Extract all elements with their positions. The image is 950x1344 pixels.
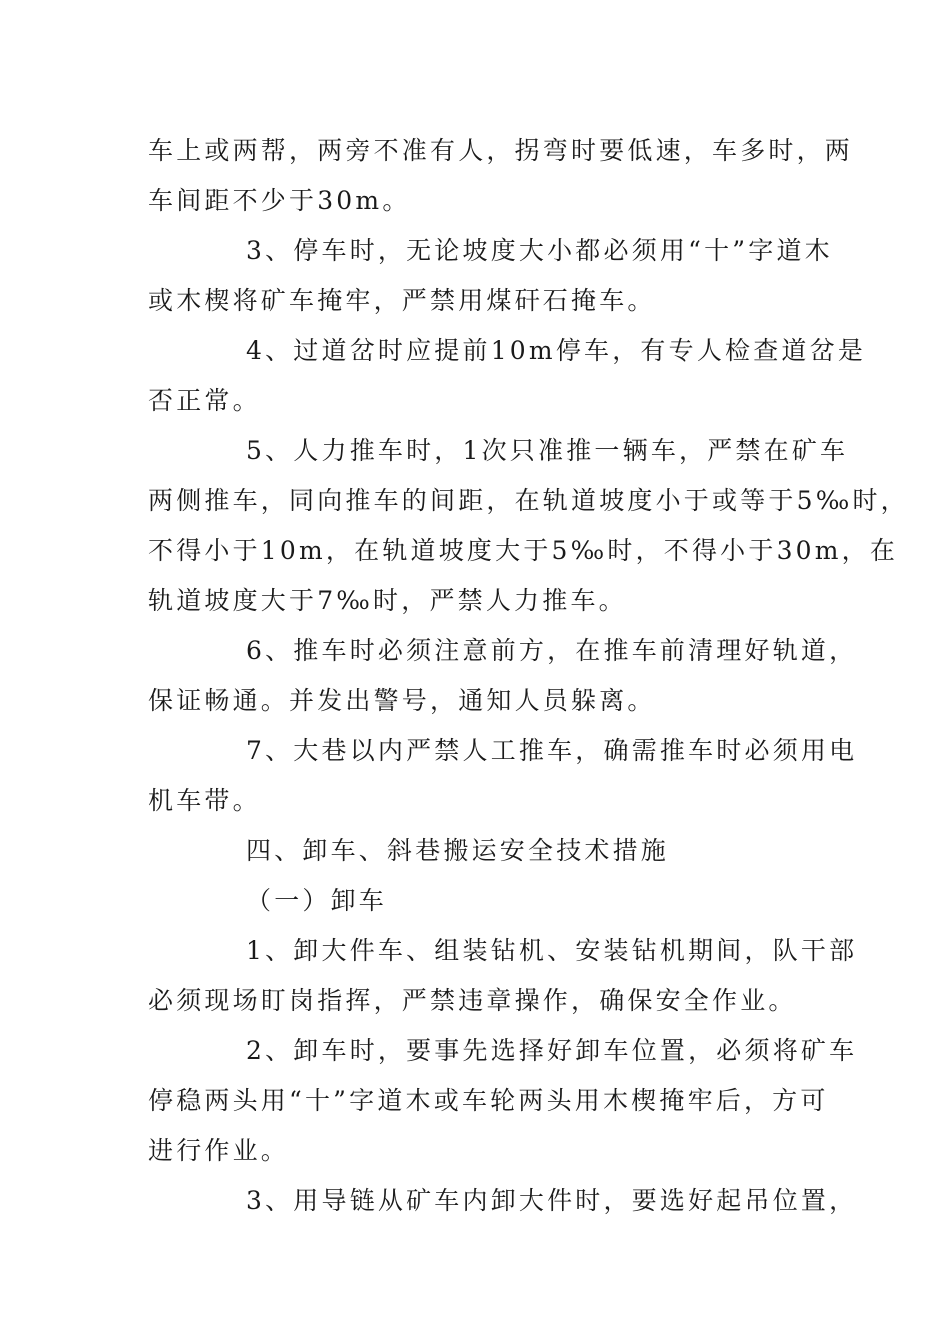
text-line: 进行作业。 xyxy=(148,1136,290,1165)
text-line: 4、过道岔时应提前10m停车，有专人检查道岔是 xyxy=(246,336,867,365)
text-line: 否正常。 xyxy=(148,386,261,415)
text-line: 3、停车时，无论坡度大小都必须用“十”字道木 xyxy=(246,236,833,265)
text-line: 1、卸大件车、组装钻机、安装钻机期间，队干部 xyxy=(246,936,858,965)
text-line: 7、大巷以内严禁人工推车，确需推车时必须用电 xyxy=(246,736,858,765)
text-line: 保证畅通。并发出警号，通知人员躲离。 xyxy=(148,686,656,715)
subsection-heading: （一）卸车 xyxy=(246,886,388,915)
text-line: 轨道坡度大于7‰时，严禁人力推车。 xyxy=(148,586,627,615)
text-line: 2、卸车时，要事先选择好卸车位置，必须将矿车 xyxy=(246,1036,858,1065)
text-line: 车间距不少于30m。 xyxy=(148,186,411,215)
text-line: 5、人力推车时，1次只准推一辆车，严禁在矿车 xyxy=(246,436,849,465)
text-line: 机车带。 xyxy=(148,786,261,815)
text-line: 必须现场盯岗指挥，严禁违章操作，确保安全作业。 xyxy=(148,986,797,1015)
section-heading: 四、卸车、斜巷搬运安全技术措施 xyxy=(246,836,670,865)
text-line: 两侧推车，同向推车的间距，在轨道坡度小于或等于5‰时， xyxy=(148,486,909,515)
text-line: 停稳两头用“十”字道木或车轮两头用木楔掩牢后，方可 xyxy=(148,1086,829,1115)
text-line: 或木楔将矿车掩牢，严禁用煤矸石掩车。 xyxy=(148,286,656,315)
text-line: 不得小于10m，在轨道坡度大于5‰时，不得小于30m，在 xyxy=(148,536,899,565)
text-line: 车上或两帮，两旁不准有人，拐弯时要低速，车多时，两 xyxy=(148,136,854,165)
text-line: 6、推车时必须注意前方，在推车前清理好轨道， xyxy=(246,636,858,665)
text-line: 3、用导链从矿车内卸大件时，要选好起吊位置， xyxy=(246,1186,858,1215)
